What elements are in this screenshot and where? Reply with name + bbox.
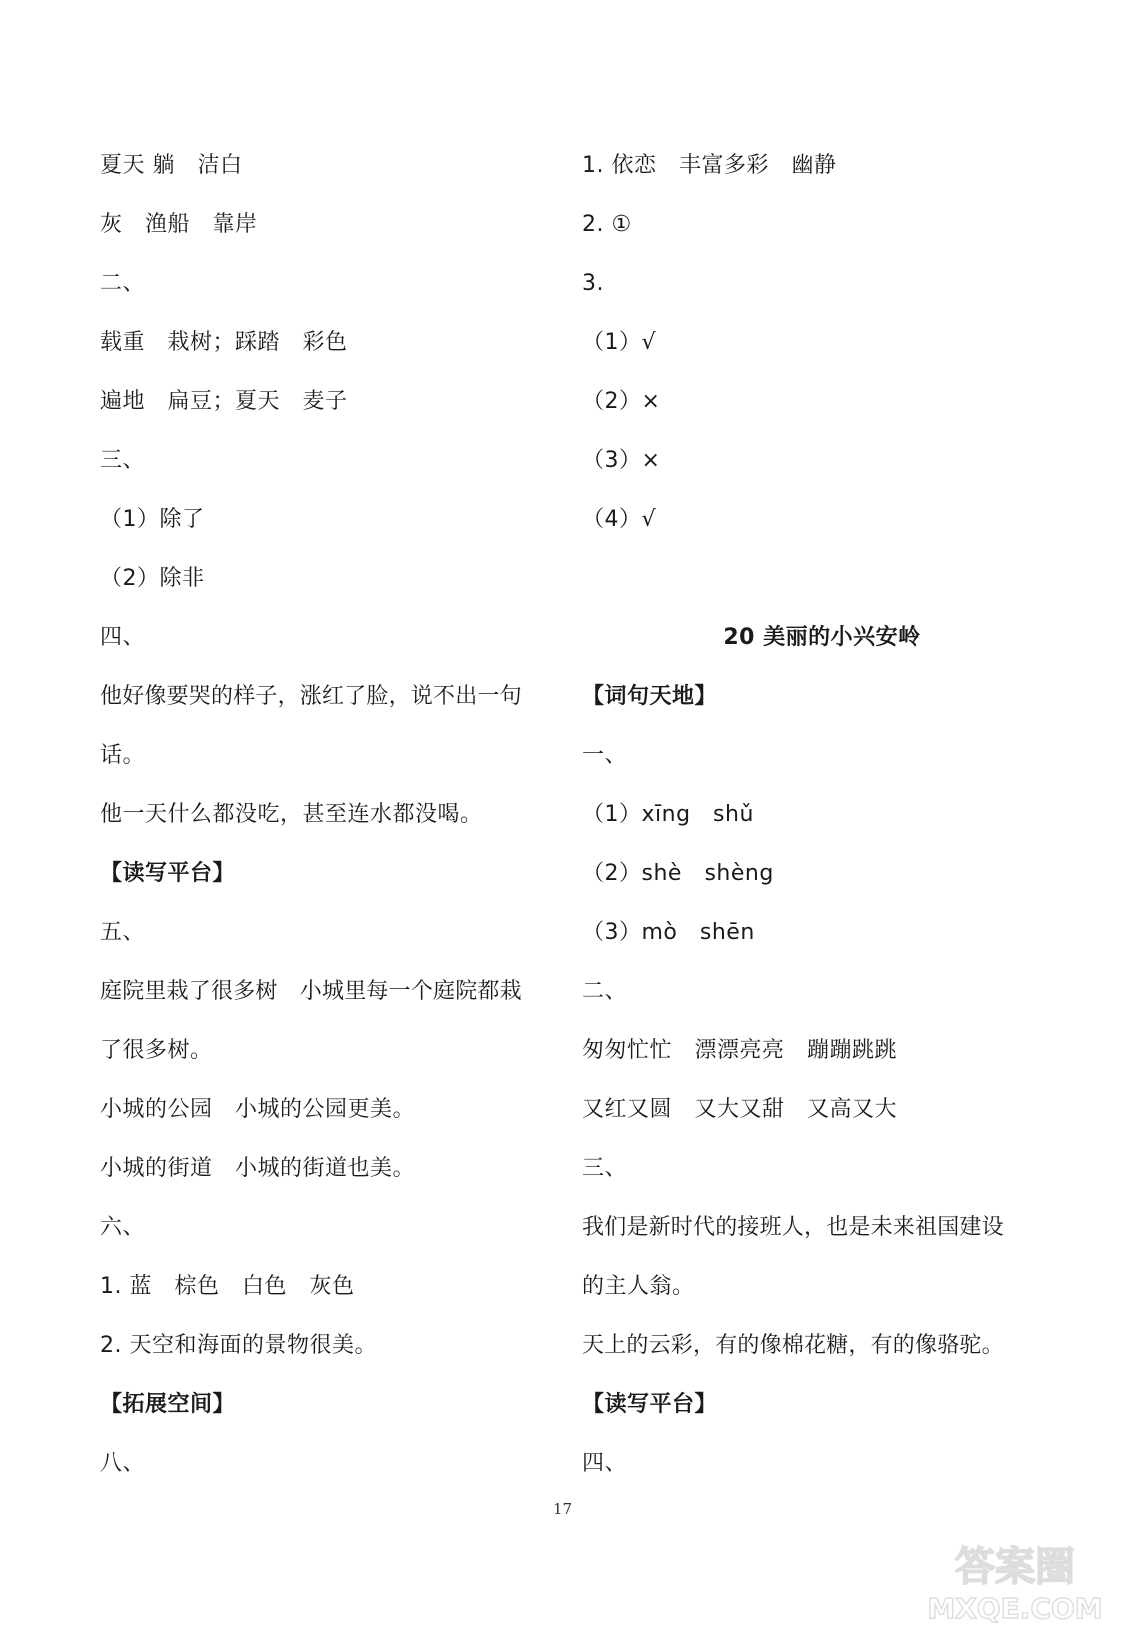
watermark-text-url: MXQE.COM bbox=[927, 1592, 1103, 1625]
page-number: 17 bbox=[552, 1500, 573, 1518]
section-number: 二、 bbox=[100, 271, 146, 296]
answer-line: 1. 依恋 丰富多彩 幽静 bbox=[582, 153, 837, 178]
answer-line: （1）xīng shǔ bbox=[582, 802, 754, 827]
answer-line: 遍地 扁豆；夏天 麦子 bbox=[100, 389, 348, 414]
watermark-text-cn: 答案圈 bbox=[955, 1544, 1075, 1590]
answer-line: 了很多树。 bbox=[100, 1038, 213, 1063]
section-number: 八、 bbox=[100, 1451, 146, 1476]
answer-line: （2）shè shèng bbox=[582, 861, 774, 886]
answer-line: （1）除了 bbox=[100, 507, 205, 532]
section-heading: 【拓展空间】 bbox=[100, 1392, 236, 1417]
answer-line: （3）mò shēn bbox=[582, 920, 755, 945]
section-number: 四、 bbox=[582, 1451, 628, 1476]
answer-line: 载重 栽树；踩踏 彩色 bbox=[100, 330, 348, 355]
section-number: 五、 bbox=[100, 920, 146, 945]
answer-line: 又红又圆 又大又甜 又高又大 bbox=[582, 1097, 898, 1122]
answer-line: （2）× bbox=[582, 389, 661, 414]
answer-line: 小城的公园 小城的公园更美。 bbox=[100, 1097, 416, 1122]
answer-line: 他好像要哭的样子，涨红了脸，说不出一句 bbox=[100, 684, 522, 709]
answer-line: 3. bbox=[582, 271, 604, 296]
section-number: 二、 bbox=[582, 979, 628, 1004]
answer-line: 小城的街道 小城的街道也美。 bbox=[100, 1156, 416, 1181]
answer-line: 天上的云彩，有的像棉花糖，有的像骆驼。 bbox=[582, 1333, 1004, 1358]
answer-line: 他一天什么都没吃，甚至连水都没喝。 bbox=[100, 802, 483, 827]
lesson-title: 20 美丽的小兴安岭 bbox=[723, 625, 921, 650]
section-number: 六、 bbox=[100, 1215, 146, 1240]
section-number: 一、 bbox=[582, 743, 628, 768]
answer-line: 2. ① bbox=[582, 212, 632, 237]
answer-line: （1）√ bbox=[582, 330, 657, 355]
left-column bbox=[100, 136, 550, 1493]
answer-line: 的主人翁。 bbox=[582, 1274, 695, 1299]
answer-line: 灰 渔船 靠岸 bbox=[100, 212, 258, 237]
section-number: 三、 bbox=[582, 1156, 628, 1181]
answer-line: （3）× bbox=[582, 448, 661, 473]
spacer-line bbox=[582, 549, 1042, 608]
section-heading: 【词句天地】 bbox=[582, 684, 718, 709]
answer-line: （2）除非 bbox=[100, 566, 205, 591]
section-number: 三、 bbox=[100, 448, 146, 473]
section-heading: 【读写平台】 bbox=[582, 1392, 718, 1417]
answer-line: 夏天 躺 洁白 bbox=[100, 153, 243, 178]
section-heading: 【读写平台】 bbox=[100, 861, 236, 886]
site-watermark-logo bbox=[915, 1534, 1115, 1626]
answer-line: 2. 天空和海面的景物很美。 bbox=[100, 1333, 377, 1358]
answer-line: 匆匆忙忙 漂漂亮亮 蹦蹦跳跳 bbox=[582, 1038, 898, 1063]
answer-line: 1. 蓝 棕色 白色 灰色 bbox=[100, 1274, 355, 1299]
right-column bbox=[582, 136, 1042, 1493]
answer-line: 庭院里栽了很多树 小城里每一个庭院都栽 bbox=[100, 979, 522, 1004]
answer-line: 话。 bbox=[100, 743, 146, 768]
answer-line: 我们是新时代的接班人，也是未来祖国建设 bbox=[582, 1215, 1004, 1240]
section-number: 四、 bbox=[100, 625, 146, 650]
answer-line: （4）√ bbox=[582, 507, 657, 532]
